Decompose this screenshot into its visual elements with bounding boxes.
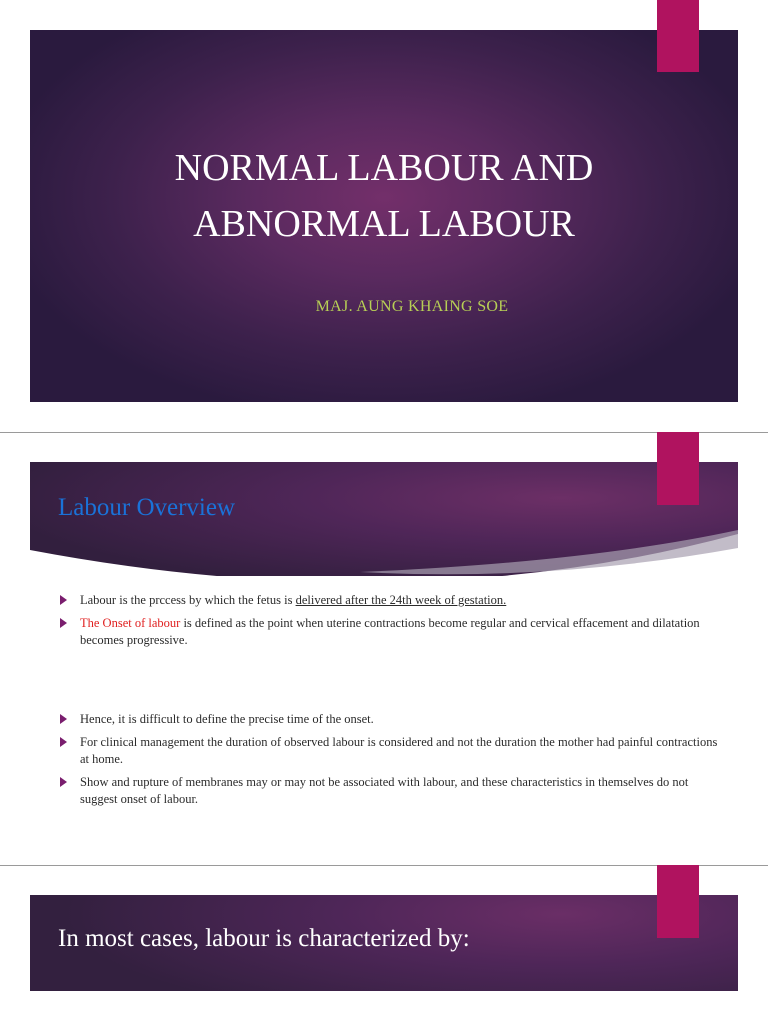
- bullet-arrow-icon: [60, 777, 67, 787]
- accent-bar: [657, 0, 699, 72]
- accent-bar: [657, 865, 699, 938]
- bullet-arrow-icon: [60, 714, 67, 724]
- author-name: MAJ. AUNG KHAING SOE: [315, 298, 509, 315]
- slide-1-title: [60, 140, 708, 252]
- slide-3-title: In most cases, labour is characterized by:: [58, 925, 470, 952]
- title-line-1: NORMAL LABOUR AND: [174, 147, 594, 189]
- title-line-2: ABNORMAL LABOUR: [193, 203, 575, 245]
- bullet-item: [60, 734, 720, 768]
- bullet-text: For clinical management the duration of observed labour is considered and not the duration the mother had painful contractions at home.: [80, 735, 718, 766]
- bullet-item: [60, 592, 720, 609]
- bullet-arrow-icon: [60, 618, 67, 628]
- bullet-text: Labour is the prccess by which the fetus is: [80, 593, 296, 607]
- bullet-list-1: [60, 592, 720, 655]
- bullet-arrow-icon: [60, 737, 67, 747]
- bullet-item: [60, 774, 720, 808]
- bullet-list-2: [60, 711, 720, 814]
- bullet-arrow-icon: [60, 595, 67, 605]
- bullet-item: [60, 615, 720, 649]
- slide-divider: [0, 432, 768, 433]
- slide-2-title: Labour Overview: [58, 494, 236, 521]
- bullet-text: Hence, it is difficult to define the precise time of the onset.: [80, 712, 374, 726]
- bullet-underlined-text: delivered after the 24th week of gestation.: [295, 593, 507, 607]
- bullet-highlight-text: The Onset of labour: [80, 616, 181, 630]
- bullet-item: [60, 711, 720, 728]
- accent-bar: [657, 432, 699, 505]
- bullet-text: is defined as the point when uterine contractions become regular and cervical effacement and dilatation becomes progressive.: [80, 616, 700, 647]
- slide-divider: [0, 865, 768, 866]
- bullet-text: Show and rupture of membranes may or may not be associated with labour, and these characteristics in themselves do not suggest onset of labour.: [80, 775, 689, 806]
